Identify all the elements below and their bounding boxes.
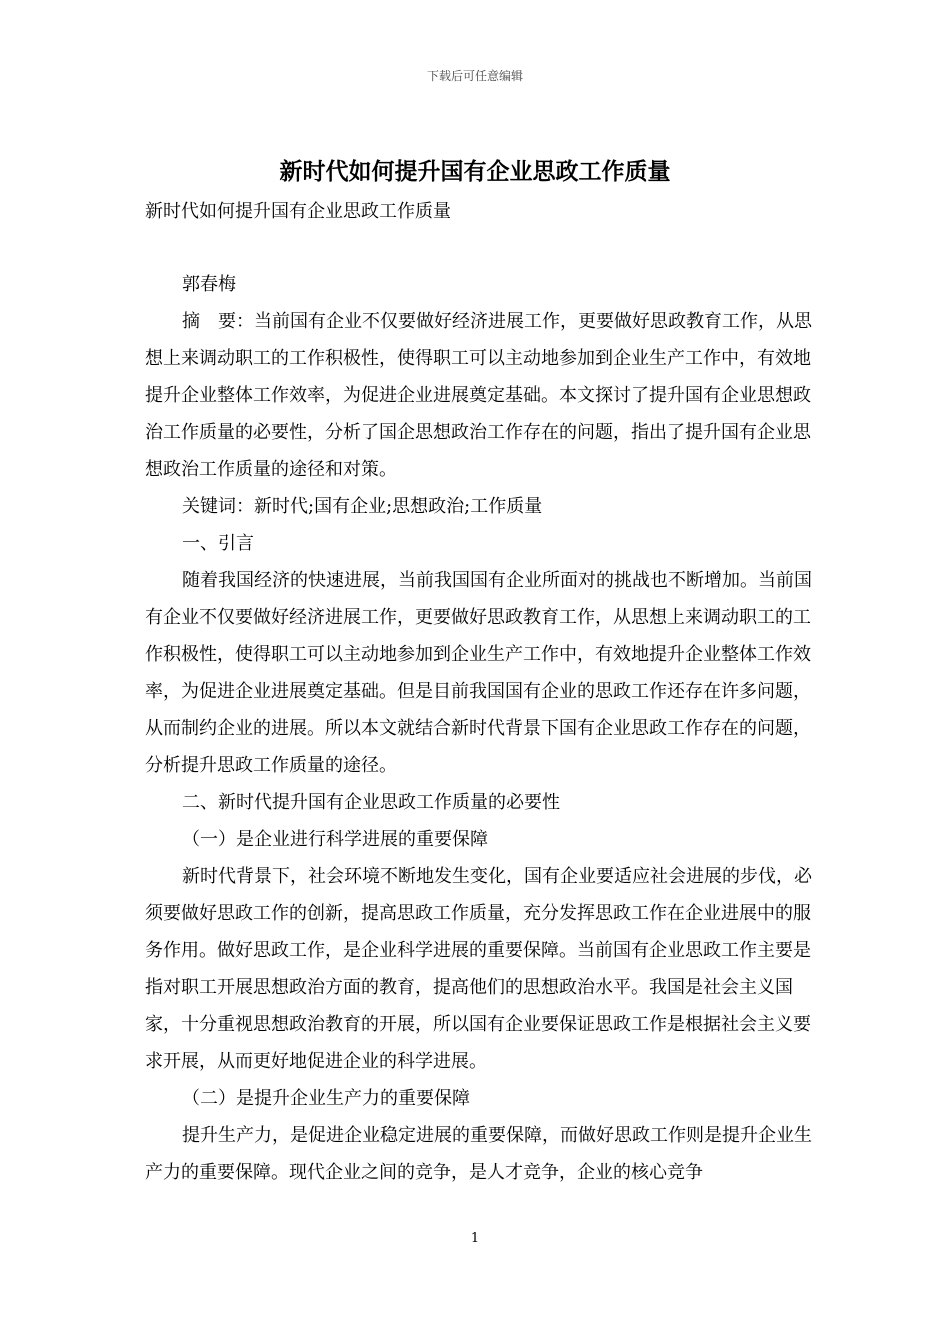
paragraph: 提升生产力，是促进企业稳定进展的重要保障，而做好思政工作则是提升企业生产力的重要保障。现代企业之间的竞争，是人才竞争，企业的核心竞争 [145,1125,812,1183]
subtitle: 新时代如何提升国有企业思政工作质量 [145,201,451,222]
subsection-heading-2: （二）是提升企业生产力的重要保障 [182,1088,470,1109]
abstract: 摘 要：当前国有企业不仅要做好经济进展工作，更要做好思政教育工作，从思想上来调动职工的工作积极性，使得职工可以主动地参加到企业生产工作中，有效地提升企业整体工作效率，为促进企业进展奠定基础。本文探讨了提升国有企业思想政治工作质量的必要性，分析了国企思想政治工作存在的问题，指出了提升国有企业思想政治工作质量的途径和对策。 [145,311,812,480]
keywords: 关键词：新时代;国有企业;思想政治;工作质量 [182,496,543,517]
section-heading-2: 二、新时代提升国有企业思政工作质量的必要性 [182,792,560,813]
paragraph: 新时代背景下，社会环境不断地发生变化，国有企业要适应社会进展的步伐，必须要做好思政工作的创新，提高思政工作质量，充分发挥思政工作在企业进展中的服务作用。做好思政工作，是企业科学进展的重要保障。当前国有企业思政工作主要是指对职工开展思想政治方面的教育，提高他们的思想政治水平。我国是社会主义国家，十分重视思想政治教育的开展，所以国有企业要保证思政工作是根据社会主义要求开展，从而更好地促进企业的科学进展。 [145,866,812,1072]
section-heading-1: 一、引言 [182,533,254,554]
document-body [145,193,817,1191]
document-title: 新时代如何提升国有企业思政工作质量 [279,159,671,185]
author: 郭春梅 [182,274,236,295]
subsection-heading-1: （一）是企业进行科学进展的重要保障 [182,829,488,850]
paragraph: 随着我国经济的快速进展，当前我国国有企业所面对的挑战也不断增加。当前国有企业不仅要做好经济进展工作，更要做好思政教育工作，从思想上来调动职工的工作积极性，使得职工可以主动地参加到企业生产工作中，有效地提升企业整体工作效率，为促进企业进展奠定基础。但是目前我国国有企业的思政工作还存在许多问题，从而制约企业的进展。所以本文就结合新时代背景下国有企业思政工作存在的问题，分析提升思政工作质量的途径。 [145,570,812,776]
page-header: 下载后可任意编辑 [426,69,523,83]
page-number: 1 [470,1231,480,1246]
blank-line [145,230,817,266]
